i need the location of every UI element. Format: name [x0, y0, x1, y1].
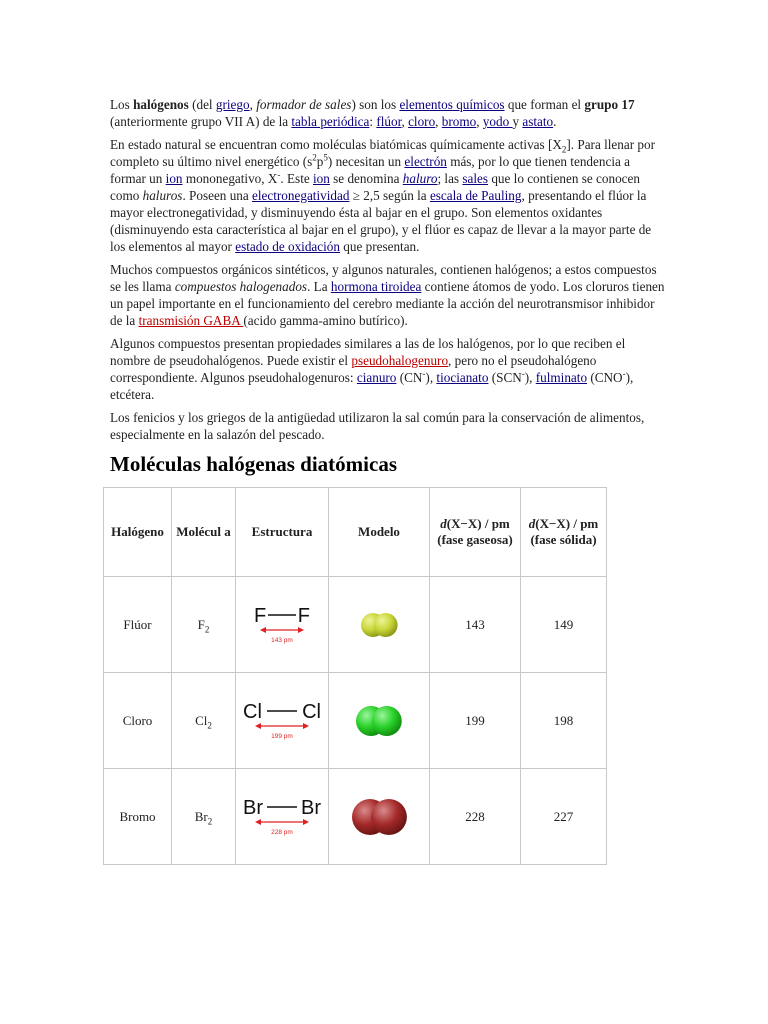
cell-molecule [172, 673, 236, 769]
section-heading: Moléculas halógenas diatómicas [110, 452, 397, 476]
wiki-link[interactable]: transmisión GABA [138, 313, 244, 328]
text-run: y [512, 114, 523, 129]
header-solid-distance [521, 488, 607, 577]
article-paragraphs [110, 96, 666, 443]
organic-compounds-paragraph [110, 261, 666, 329]
text-run: formador de sales [256, 97, 352, 112]
space-filling-model [359, 611, 400, 639]
text-run: grupo 17 [584, 97, 635, 112]
halogen-table [103, 487, 607, 865]
arrow-head-left [255, 819, 261, 825]
structure-atom-left: F [254, 604, 267, 627]
header-solid-d: d [528, 516, 536, 531]
cell-model [329, 673, 430, 769]
intro-paragraph [110, 96, 666, 130]
cell-solid-distance: 227 [521, 769, 607, 865]
cell-structure [236, 577, 329, 673]
atom-sphere-right [372, 706, 402, 736]
structure-atom-right: Br [301, 796, 321, 819]
cell-gas-distance: 228 [430, 769, 521, 865]
superscript: 5 [323, 152, 328, 163]
text-run: Muchos compuestos orgánicos sintéticos, y algunos naturales, contienen halógenos; a estos compuestos se les llama [110, 262, 657, 294]
wiki-link[interactable]: electronegatividad [252, 188, 350, 203]
text-run: mononegativo, X [182, 171, 278, 186]
text-run: Los fenicios y los griegos de la antigüedad utilizaron la sal común para la conservación de alimentos, especialmente en la salazón del pescado. [110, 410, 645, 442]
text-run: , pero no el pseudohalógeno correspondiente. Algunos pseudohalogenuros: [110, 353, 597, 385]
arrow-head-right [298, 627, 304, 633]
cell-molecule [172, 769, 236, 865]
arrow-head-right [303, 819, 309, 825]
pseudohalogen-paragraph [110, 335, 666, 403]
text-run: que forman el [504, 97, 585, 112]
wiki-link[interactable]: yodo [482, 114, 513, 129]
text-run: haluros [142, 188, 183, 203]
text-run: , [435, 114, 442, 129]
wiki-link[interactable]: bromo [441, 114, 477, 129]
wiki-link[interactable]: hormona tiroidea [330, 279, 422, 294]
text-run: ), [425, 370, 437, 385]
text-run: halógenos [133, 97, 189, 112]
structure-atom-left: Br [243, 796, 263, 819]
arrow-head-left [255, 723, 261, 729]
cell-molecule [172, 577, 236, 673]
article-body [110, 96, 666, 865]
text-run: En estado natural se encuentran como moléculas biatómicas químicamente activas [X [110, 137, 562, 152]
structure-atom-right: F [297, 604, 310, 627]
header-solid-unit: (X−X) / pm [535, 516, 599, 531]
table-row [104, 577, 607, 673]
text-run: que presentan. [339, 239, 420, 254]
structure-diagram [254, 605, 310, 645]
structure-atom-right: Cl [302, 700, 321, 723]
bond-length-label: 143 pm [271, 636, 293, 644]
superscript: - [422, 368, 426, 379]
cell-model [329, 577, 430, 673]
molecule-symbol: Cl [195, 712, 208, 728]
structure-diagram [243, 701, 321, 741]
wiki-link[interactable]: escala de Pauling [429, 188, 522, 203]
cell-gas-distance: 143 [430, 577, 521, 673]
header-model: Modelo [329, 488, 430, 577]
text-run: más, por lo que tienen tendencia a formar un [110, 154, 630, 186]
molecule-symbol: Br [194, 808, 208, 824]
text-run: ) son los [351, 97, 400, 112]
text-run: ), [524, 370, 536, 385]
text-run: (CN [396, 370, 423, 385]
structure-diagram [243, 797, 321, 837]
text-run: se denomina [329, 171, 403, 186]
header-gas-unit: (X−X) / pm [446, 516, 510, 531]
wiki-link[interactable]: tiocianato [436, 370, 489, 385]
text-run: ), etcétera. [110, 370, 634, 402]
text-run: , presentando el flúor la mayor electronegatividad, y disminuyendo ésta al bajar en el grupo. Son elementos oxidantes (disminuyendo esta característica al bajar en el grupo), y el flúor es capaz de llevar a la mayor parte de los elementos al mayor [110, 188, 652, 254]
wiki-link[interactable]: tabla periódica [291, 114, 370, 129]
cell-solid-distance: 198 [521, 673, 607, 769]
wiki-link[interactable]: cloro [408, 114, 436, 129]
table-header-row [104, 488, 607, 577]
wiki-link[interactable]: fulminato [535, 370, 588, 385]
superscript: 2 [312, 152, 317, 163]
text-run: Algunos compuestos presentan propiedades similares a las de los halógenos, por lo que reciben el nombre de pseudohalógenos. Puede existir el [110, 336, 626, 368]
text-run: (acido gamma-amino butírico). [243, 313, 408, 328]
wiki-link[interactable]: elementos químicos [399, 97, 505, 112]
wiki-link[interactable]: cianuro [356, 370, 397, 385]
text-run: ) necesitan un [327, 154, 405, 169]
text-run: p [316, 154, 324, 169]
history-paragraph [110, 409, 666, 443]
table-row [104, 673, 607, 769]
text-run: (anteriormente grupo VII A) de la [110, 114, 292, 129]
cell-model [329, 769, 430, 865]
wiki-link[interactable]: estado de oxidación [235, 239, 340, 254]
natural-state-paragraph [110, 136, 666, 255]
text-run: (del [188, 97, 216, 112]
structure-atom-left: Cl [243, 700, 262, 723]
header-gas-d: d [440, 516, 447, 531]
superscript: - [277, 169, 281, 180]
wiki-link[interactable]: pseudohalogenuro [351, 353, 449, 368]
superscript: - [521, 368, 525, 379]
text-run: , [476, 114, 483, 129]
bond-length-label: 228 pm [271, 828, 293, 836]
cell-halogen: Flúor [104, 577, 172, 673]
header-molecule: Molécul a [172, 488, 236, 577]
header-gas-phase: (fase gaseosa) [437, 532, 513, 547]
arrow-head-right [303, 723, 309, 729]
text-run: contiene átomos de yodo. Los cloruros tienen un papel importante en el funcionamiento del cerebro mediante la acción del neurotransmisor inhibidor de la [110, 279, 665, 328]
wiki-link[interactable]: ion [165, 171, 183, 186]
wiki-link[interactable]: astato [522, 114, 554, 129]
subscript: 2 [561, 144, 567, 155]
text-run: . La [307, 279, 331, 294]
wiki-link[interactable]: sales [462, 171, 489, 186]
text-run: ; las [437, 171, 463, 186]
text-run: , [249, 97, 257, 112]
table-row [104, 769, 607, 865]
wiki-link[interactable]: haluro [402, 171, 438, 186]
header-structure: Estructura [236, 488, 329, 577]
space-filling-model [350, 797, 409, 837]
header-solid-phase: (fase sólida) [530, 532, 597, 547]
molecule-subscript: 2 [204, 624, 210, 635]
molecule-subscript: 2 [207, 816, 213, 827]
cell-solid-distance: 149 [521, 577, 607, 673]
header-gas-distance [430, 488, 521, 577]
text-run: Los [110, 97, 134, 112]
superscript: - [622, 368, 626, 379]
wiki-link[interactable]: electrón [404, 154, 447, 169]
cell-gas-distance: 199 [430, 673, 521, 769]
text-run: ≥ 2,5 según la [349, 188, 430, 203]
text-run: . [553, 114, 557, 129]
cell-halogen: Cloro [104, 673, 172, 769]
text-run: ]. Para llenar por completo su último nivel energético (s [110, 137, 655, 169]
text-run: . Poseen una [182, 188, 253, 203]
cell-structure [236, 769, 329, 865]
molecule-symbol: F [197, 616, 205, 632]
wiki-link[interactable]: flúor [376, 114, 402, 129]
text-run: compuestos halogenados [174, 279, 308, 294]
text-run: , [401, 114, 409, 129]
header-halogen: Halógeno [104, 488, 172, 577]
arrow-head-left [260, 627, 266, 633]
cell-halogen: Bromo [104, 769, 172, 865]
wiki-link[interactable]: griego [215, 97, 250, 112]
text-run: (CNO [587, 370, 623, 385]
table-body [104, 577, 607, 865]
atom-sphere-right [373, 613, 397, 637]
text-run: : [369, 114, 377, 129]
cell-structure [236, 673, 329, 769]
text-run: (SCN [488, 370, 522, 385]
molecule-subscript: 2 [207, 720, 212, 731]
text-run: que lo contienen se conocen como [110, 171, 640, 203]
wiki-link[interactable]: ion [313, 171, 330, 186]
space-filling-model [354, 704, 404, 738]
text-run: . Este [280, 171, 314, 186]
atom-sphere-right [370, 799, 406, 835]
bond-length-label: 199 pm [271, 732, 293, 740]
